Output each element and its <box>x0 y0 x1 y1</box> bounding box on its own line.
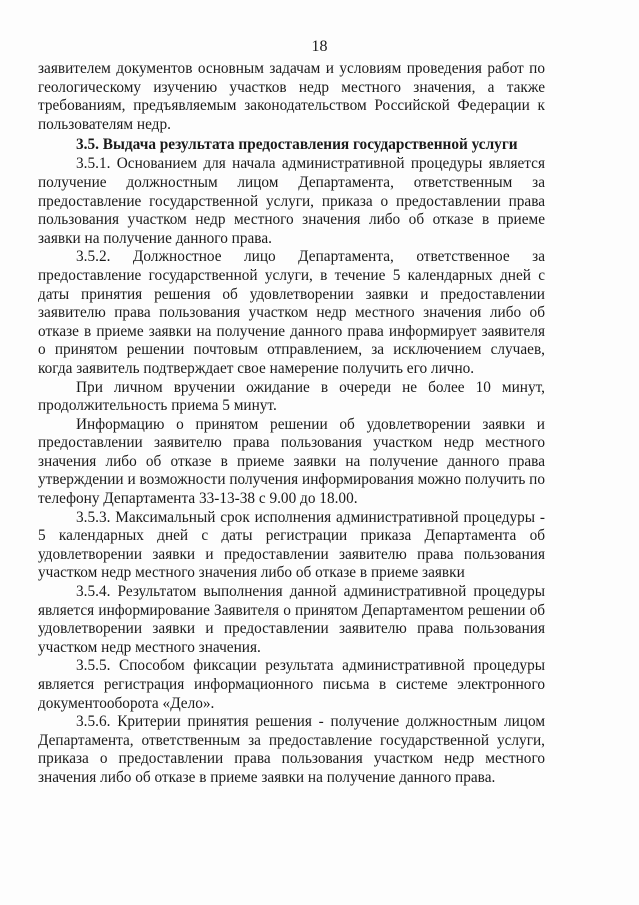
paragraph-information: Информацию о принятом решении об удовлетворении заявки и предоставлении заявителю права пользования участком недр местного значения либо об отказе в приеме заявки на получение данного права утверждении и возможности получения информирования можно получить по телефону Департамента 33-13-38 с 9.00 до 18.00. <box>38 415 545 508</box>
paragraph-3-5-2: 3.5.2. Должностное лицо Департамента, ответственное за предоставление государственной услуги, в течение 5 календарных дней с даты принятия решения об удовлетворении заявки и предоставлении заявителю права пользования участком недр местного значения либо об отказе в приеме заявки на получение данного права информирует заявителя о принятом решении почтовым отправлением, за исключением случаев, когда заявитель подтверждает свое намерение получить его лично. <box>38 248 545 377</box>
paragraph-3-5-4: 3.5.4. Результатом выполнения данной административной процедуры является информирование Заявителя о принятом Департаментом решении об удовлетворении заявки и предоставлении заявителю права пользования участком недр местного значения. <box>38 583 545 656</box>
document-body <box>38 60 545 788</box>
section-heading: 3.5. Выдача результата предоставления государственной услуги <box>76 136 518 154</box>
paragraph-3-5-5: 3.5.5. Способом фиксации результата административной процедуры является регистрация информационного письма в системе электронного документооборота «Дело». <box>38 657 545 712</box>
paragraph-personal-delivery: При личном вручении ожидание в очереди не более 10 минут, продолжительность приема 5 минут. <box>38 378 545 415</box>
page-number: 18 <box>311 38 328 55</box>
intro-paragraph: заявителем документов основным задачам и условиям проведения работ по геологическому изучению участков недр местного значения, а также требованиям, предъявляемым законодательством Российской Федерации к пользователям недр. <box>38 60 545 133</box>
paragraph-3-5-6: 3.5.6. Критерии принятия решения - получение должностным лицом Департамента, ответственным за предоставление государственной услуги, приказа о предоставлении права пользования участком недр местного значения либо об отказе в приеме заявки на получение данного права. <box>38 713 545 786</box>
paragraph-3-5-3: 3.5.3. Максимальный срок исполнения административной процедуры - 5 календарных дней с даты регистрации приказа Департамента об удовлетворении заявки и предоставлении заявителю права пользования участком недр местного значения либо об отказе в приеме заявки <box>38 508 545 582</box>
paragraph-3-5-1: 3.5.1. Основанием для начала административной процедуры является получение должностным лицом Департамента, ответственным за предоставление государственной услуги, приказа о предоставлении права пользования участком недр местного значения либо об отказе в приеме заявки на получение данного права. <box>38 155 545 247</box>
